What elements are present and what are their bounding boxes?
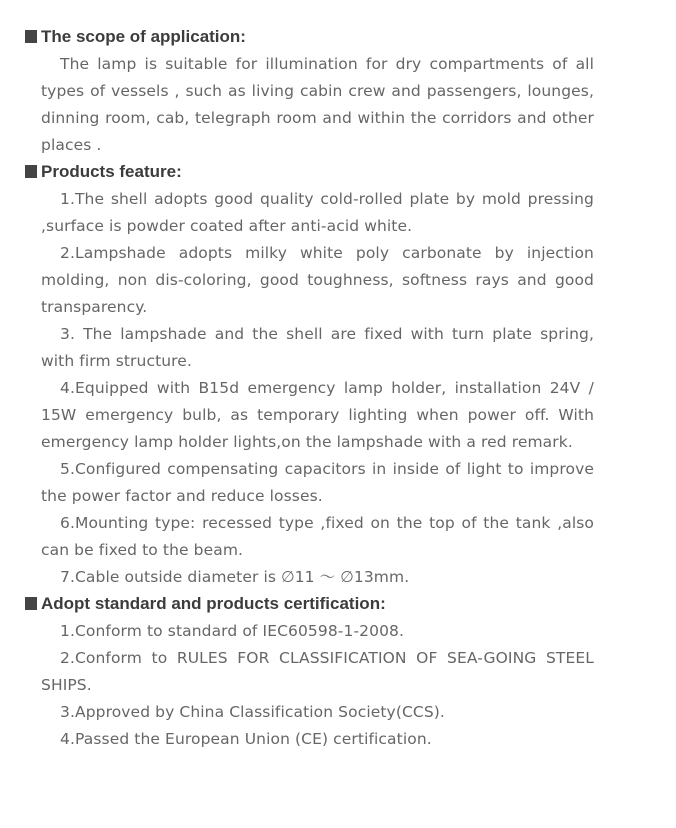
section-heading xyxy=(0,24,676,50)
scope-paragraph: The lamp is suitable for illumination for dry compartments of all types of vessels , such as living cabin crew and passengers, lounges, dinning room, cab, telegraph room and within the corridors and other places . xyxy=(41,55,594,154)
certification-item-1: 1.Conform to standard of IEC60598-1-2008. xyxy=(60,622,405,640)
section-scope-of-application xyxy=(0,24,676,159)
section-heading xyxy=(0,591,676,617)
spec-document xyxy=(0,24,676,753)
feature-item-5: 5.Configured compensating capacitors in inside of light to improve the power factor and reduce losses. xyxy=(41,460,594,505)
feature-item-1: 1.The shell adopts good quality cold-rolled plate by mold pressing ,surface is powder coated after anti-acid white. xyxy=(41,190,594,235)
square-bullet-icon xyxy=(25,30,37,43)
feature-item-3: 3. The lampshade and the shell are fixed with turn plate spring, with firm structure. xyxy=(41,325,594,370)
certification-item-3: 3.Approved by China Classification Society(CCS). xyxy=(60,703,445,721)
feature-item-6: 6.Mounting type: recessed type ,fixed on the top of the tank ,also can be fixed to the beam. xyxy=(41,514,594,559)
feature-item-4: 4.Equipped with B15d emergency lamp holder, installation 24V / 15W emergency bulb, as temporary lighting when power off. With emergency lamp holder lights,on the lampshade with a red remark. xyxy=(41,379,594,451)
section-heading xyxy=(0,159,676,185)
section-standards-certification xyxy=(0,591,676,753)
section-heading-text: Products feature: xyxy=(41,162,182,181)
feature-item-2: 2.Lampshade adopts milky white poly carbonate by injection molding, non dis-coloring, good toughness, softness rays and good transparency. xyxy=(41,244,594,316)
section-heading-text: Adopt standard and products certification: xyxy=(41,594,386,613)
feature-item-7: 7.Cable outside diameter is ∅11 ～ ∅13mm. xyxy=(60,568,410,586)
section-products-feature xyxy=(0,159,676,591)
certification-item-2: 2.Conform to RULES FOR CLASSIFICATION OF SEA-GOING STEEL SHIPS. xyxy=(41,649,594,694)
certification-item-4: 4.Passed the European Union (CE) certification. xyxy=(60,730,432,748)
square-bullet-icon xyxy=(25,165,37,178)
section-heading-text: The scope of application: xyxy=(41,27,246,46)
square-bullet-icon xyxy=(25,597,37,610)
